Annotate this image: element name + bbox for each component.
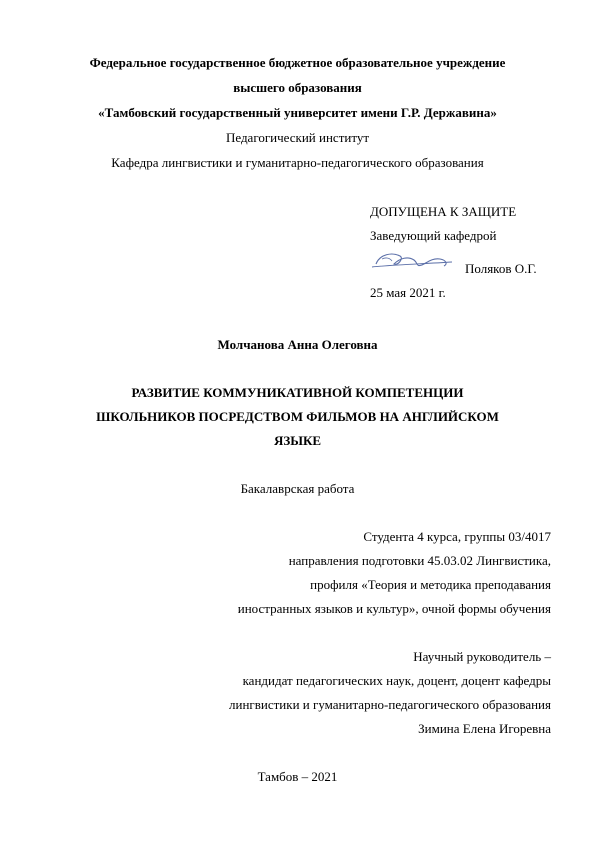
signature-image: [370, 248, 454, 274]
student-info-line-2: направления подготовки 45.03.02 Лингвистика,: [288, 553, 551, 568]
university-name: «Тамбовский государственный университет имени Г.Р. Державина»: [98, 105, 497, 120]
student-info-line-3: профиля «Теория и методика преподавания: [310, 577, 551, 592]
department-name: Кафедра лингвистики и гуманитарно-педагогического образования: [111, 155, 484, 170]
thesis-title-line-2: ШКОЛЬНИКОВ ПОСРЕДСТВОМ ФИЛЬМОВ НА АНГЛИЙСКОМ: [96, 409, 499, 424]
supervisor-department: лингвистики и гуманитарно-педагогического образования: [229, 697, 551, 712]
thesis-title-line-3: ЯЗЫКЕ: [273, 433, 322, 448]
supervisor-title: Научный руководитель –: [413, 649, 551, 664]
supervisor-name: Зимина Елена Игоревна: [418, 721, 551, 736]
approval-status: ДОПУЩЕНА К ЗАЩИТЕ: [370, 204, 517, 219]
approval-date: 25 мая 2021 г.: [370, 285, 446, 300]
city-year: Тамбов – 2021: [257, 769, 338, 784]
supervisor-degree: кандидат педагогических наук, доцент, доцент кафедры: [242, 673, 551, 688]
approval-head-name: Поляков О.Г.: [465, 261, 537, 276]
university-line-2: высшего образования: [233, 80, 362, 95]
approval-role: Заведующий кафедрой: [370, 228, 497, 243]
student-info-line-1: Студента 4 курса, группы 03/4017: [363, 529, 551, 544]
university-line-1: Федеральное государственное бюджетное образовательное учреждение: [89, 55, 506, 70]
institute-name: Педагогический институт: [225, 130, 370, 145]
author-name: Молчанова Анна Олеговна: [217, 337, 378, 352]
thesis-title-line-1: РАЗВИТИЕ КОММУНИКАТИВНОЙ КОМПЕТЕНЦИИ: [131, 385, 464, 400]
student-info-line-4: иностранных языков и культур», очной формы обучения: [237, 601, 551, 616]
work-type: Бакалаврская работа: [240, 481, 355, 496]
